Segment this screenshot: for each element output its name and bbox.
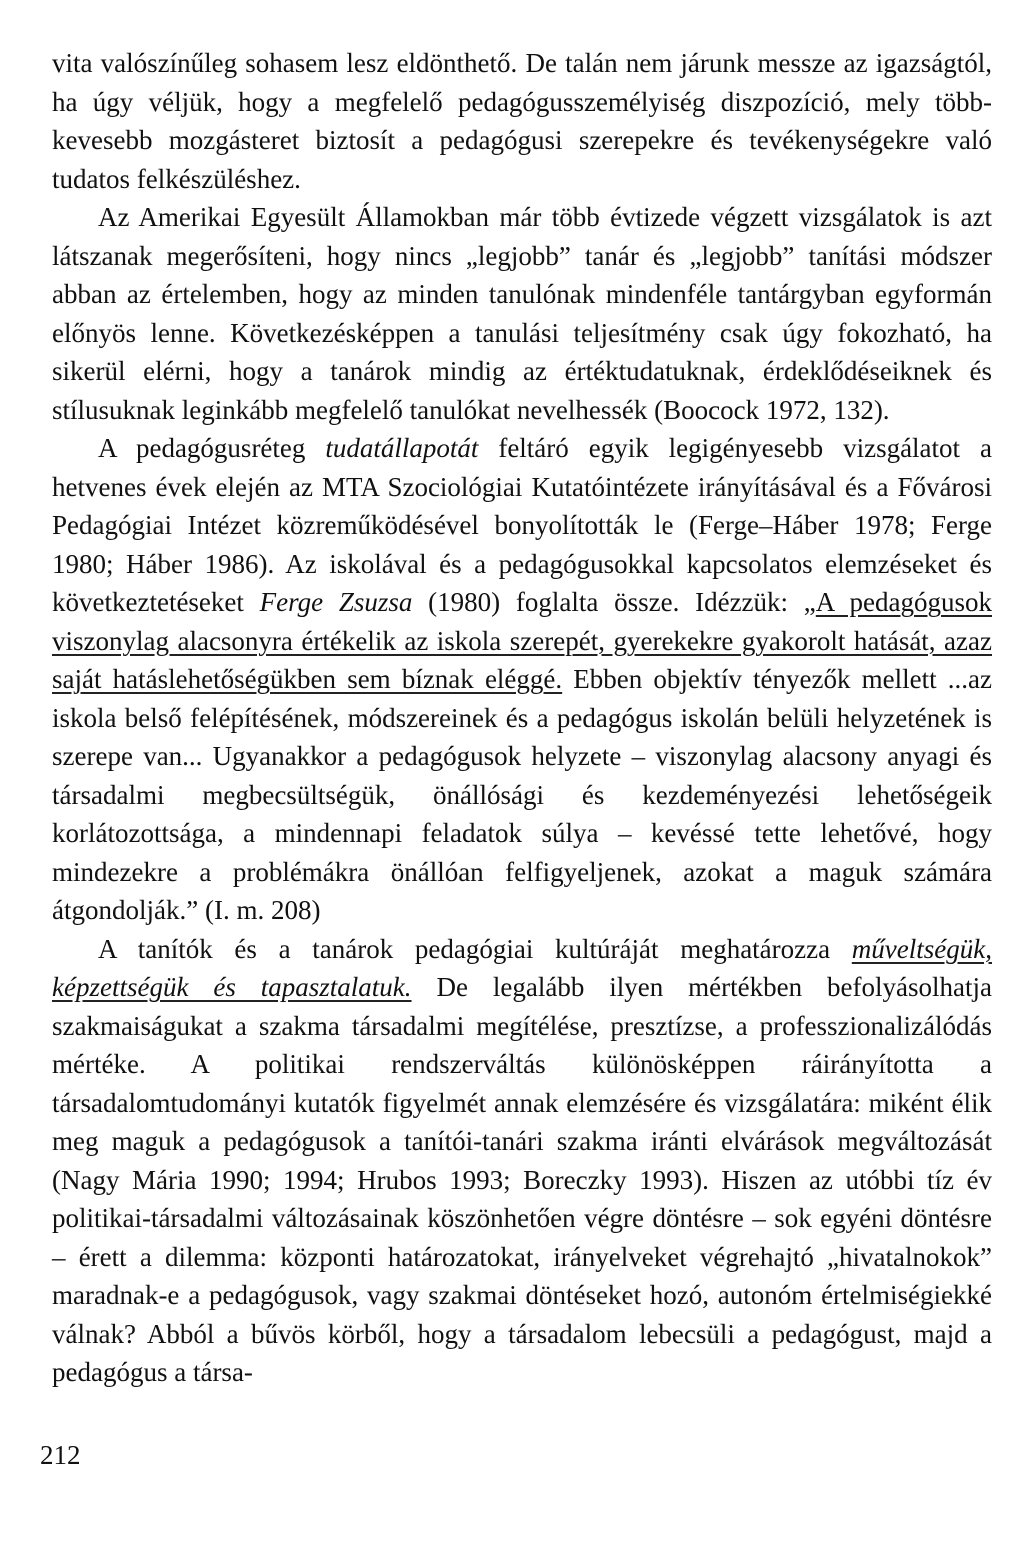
paragraph-2-text: Az Amerikai Egyesült Államokban már több évtizede végzett vizsgálatok is azt látszanak megerősíteni, hogy nincs „legjobb” tanár és „legjobb” tanítási módszer abban az értelemben, hogy az minden tanulónak mindenféle tantárgyban egyformán előnyös lenne. Következésképpen a tanulási teljesítmény csak úgy fokozható, ha sikerül elérni, hogy a tanárok mindig az értéktudatuknak, érdeklődéseiknek és stílusuknak leginkább megfelelő tanulókat nevelhessék (Boocock 1972, 132). [52, 202, 992, 425]
paragraph-3-text-b: feltáró egyik legigényesebb vizsgálatot a hetvenes évek elején az MTA Szociológiai Kutatóintézete irányításával és a Fővárosi Pedagógiai Intézet közreműködésével bonyolították le (Ferge–Háber 1978; Ferge 1980; Háber 1986). Az iskolával és a pedagógusokkal kapcsolatos elemzéseket és következtetéseket [52, 433, 992, 617]
paragraph-3-text-d: Ebben objektív tényezők mellett ...az iskola belső felépítésének, módszereinek és a pedagógus iskolán belüli helyzetének is szerepe van... Ugyanakkor a pedagógusok helyzete – viszonylag alacsony anyagi és társadalmi megbecsültségük, önállósági és kezdeményezési lehetőségeik korlátozottsága, a mindennapi feladatok súlya – kevéssé tette lehetővé, hogy mindezekre a problémákra önállóan felfigyeljenek, azokat a maguk számára átgondolják.” (I. m. 208) [52, 664, 992, 925]
page-body [52, 44, 992, 1392]
paragraph-4-italic-underlined: műveltségük, képzettségük és tapasztalatuk. [52, 933, 992, 1002]
page-number: 212 [40, 1440, 81, 1470]
paragraph-3-text-c: (1980) foglalta össze. Idézzük: „ [412, 587, 816, 617]
paragraph-3-underlined-quote: A pedagógusok viszonylag alacsonyra értékelik az iskola szerepét, gyerekekre gyakorolt hatását, azaz saját hatáslehetőségükben sem bíznak eléggé. [52, 587, 993, 694]
paragraph-3-text-a: A pedagógusréteg [98, 433, 326, 463]
paragraph-3-italic-term: tudatállapotát [325, 433, 479, 463]
paragraph-3-italic-author: Ferge Zsuzsa [259, 587, 413, 617]
paragraph-4-text-a: A tanítók és a tanárok pedagógiai kultúráját meghatározza [98, 933, 852, 964]
paragraph-2 [52, 198, 992, 429]
paragraph-1-text: vita valószínűleg sohasem lesz eldönthető. De talán nem járunk messze az igazságtól, ha úgy véljük, hogy a megfelelő pedagógusszemélyiség diszpozíció, mely több-kevesebb mozgásteret biztosít a pedagógusi szerepekre és tevékenységekre való tudatos felkészüléshez. [52, 48, 992, 194]
paragraph-3 [52, 429, 992, 930]
paragraph-4 [52, 930, 992, 1392]
paragraph-1 [52, 44, 992, 198]
paragraph-4-text-b: De legalább ilyen mértékben befolyásolhatja szakmaiságukat a szakma társadalmi megítélése, presztízse, a professzionalizálódás mértéke. A politikai rendszerváltás különösképpen ráirányította a társadalomtudományi kutatók figyelmét annak elemzésére és vizsgálatára: miként élik meg maguk a pedagógusok a tanítói-tanári szakma iránti elvárások megváltozását (Nagy Mária 1990; 1994; Hrubos 1993; Boreczky 1993). Hiszen az utóbbi tíz év politikai-társadalmi változásainak köszönhetően végre döntésre – sok egyéni döntésre – érett a dilemma: központi határozatokat, irányelveket végrehajtó „hivatalnokok” maradnak-e a pedagógusok, vagy szakmai döntéseket hozó, autonóm értelmiségiekké válnak? Abból a bűvös körből, hogy a társadalom lebecsüli a pedagógust, majd a pedagógus a társa- [52, 972, 992, 1387]
